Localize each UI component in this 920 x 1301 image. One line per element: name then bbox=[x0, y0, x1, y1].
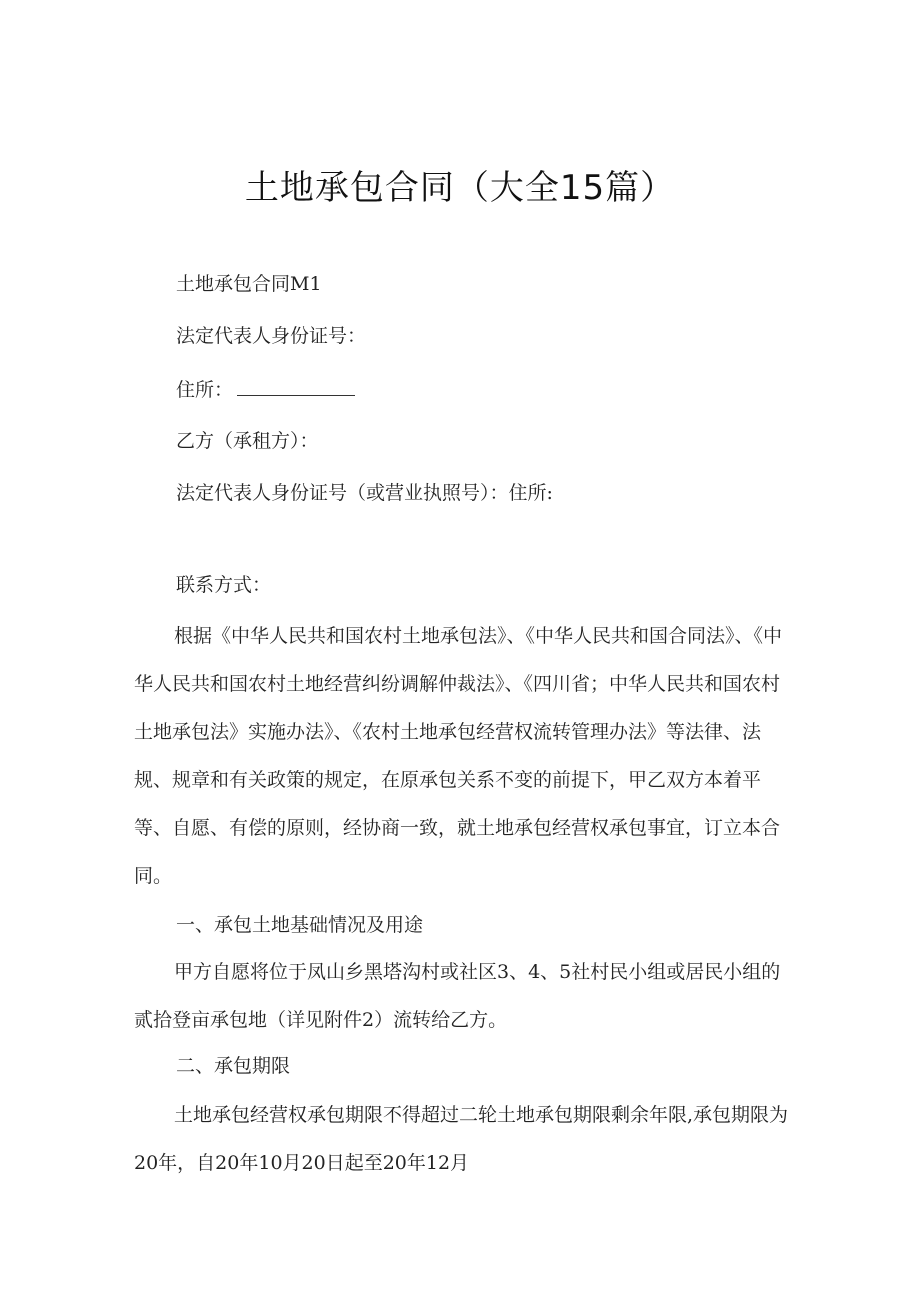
section1-heading: 一、承包土地基础情况及用途 bbox=[176, 914, 424, 936]
address-line bbox=[176, 377, 355, 402]
document-title: 土地承包合同（大全15篇） bbox=[244, 168, 676, 208]
legal-rep-id-b-line: 法定代表人身份证号（或营业执照号）：住所: bbox=[176, 482, 553, 504]
section1-paragraph: 甲方自愿将位于凤山乡黑塔沟村或社区3、4、5社村民小组或居民小组的贰拾登亩承包地（详见附件2）流转给乙方。 bbox=[134, 961, 781, 1031]
section2-heading: 二、承包期限 bbox=[176, 1055, 291, 1077]
contact-line: 联系方式： bbox=[176, 574, 272, 596]
address-blank bbox=[237, 377, 355, 396]
legal-rep-id-line: 法定代表人身份证号： bbox=[176, 325, 367, 347]
address-label: 住所： bbox=[176, 379, 234, 401]
preamble-paragraph: 根据《中华人民共和国农村土地承包法》、《中华人民共和国合同法》、《中华人民共和国农村土地经营纠纷调解仲裁法》、《四川省；中华人民共和国农村土地承包法》实施办法》、《农村土地承包经营权流转管理办法》等法律、法规、规章和有关政策的规定，在原承包关系不变的前提下，甲乙双方本着平等、自愿、有偿的原则，经协商一致，就土地承包经营权承包事宜，订立本合同。 bbox=[134, 625, 783, 887]
section2-paragraph: 土地承包经营权承包期限不得超过二轮土地承包期限剩余年限,承包期限为20年，自20年10月20日起至20年12月 bbox=[134, 1104, 789, 1174]
party-b-line: 乙方（承租方）： bbox=[176, 430, 319, 452]
contract-number: 土地承包合同M1 bbox=[176, 273, 322, 295]
